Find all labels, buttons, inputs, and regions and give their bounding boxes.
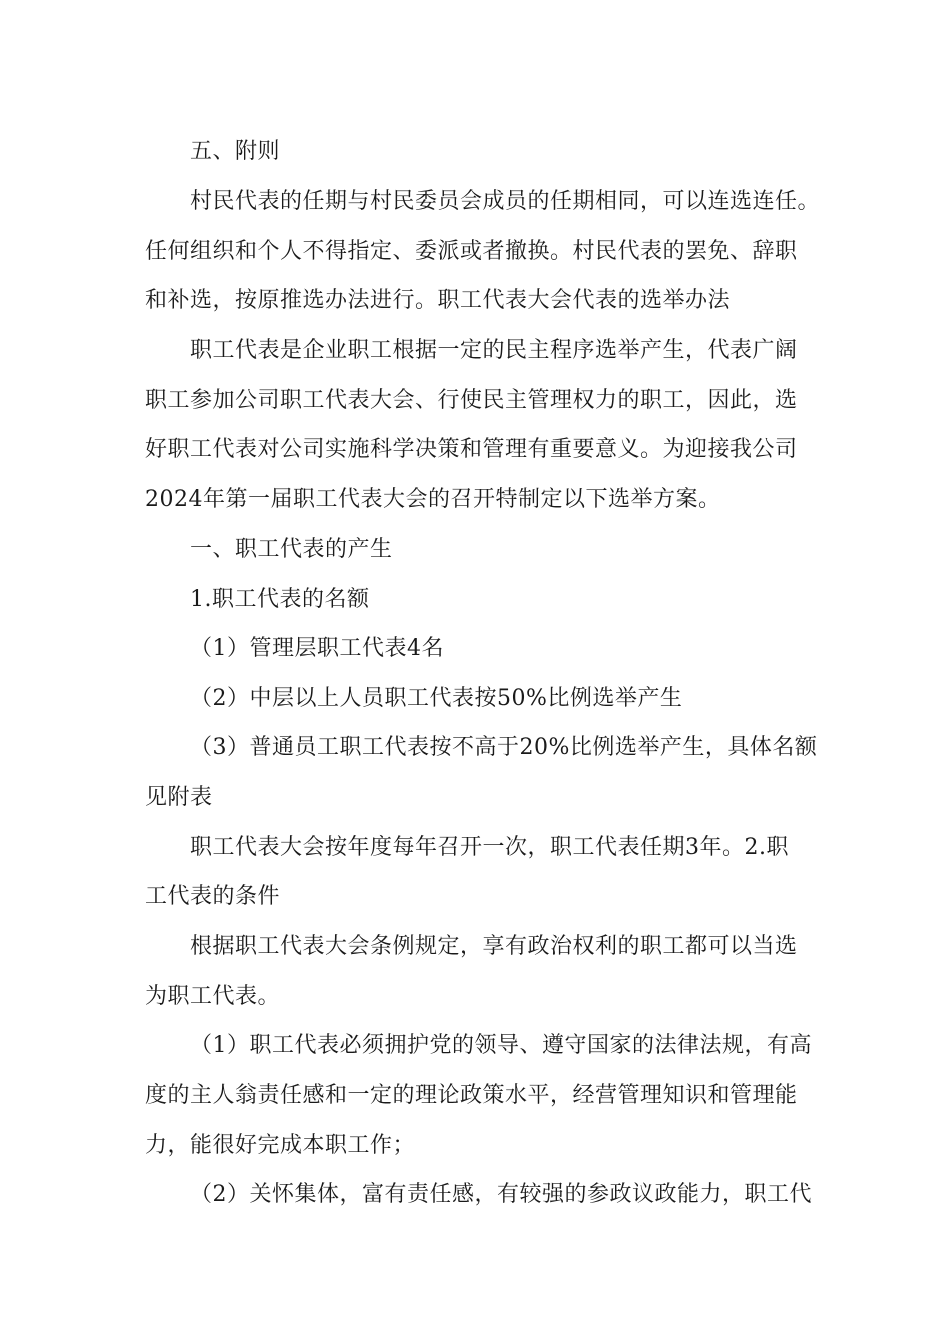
paragraph-line: 工代表的条件 bbox=[145, 884, 281, 909]
subsection-heading-quota: 1.职工代表的名额 bbox=[190, 587, 370, 612]
list-item: （2）关怀集体，富有责任感，有较强的参政议政能力，职工代 bbox=[190, 1182, 812, 1207]
paragraph-line: 为职工代表。 bbox=[145, 984, 281, 1009]
paragraph-line: 好职工代表对公司实施科学决策和管理有重要意义。为迎接我公司 bbox=[145, 437, 798, 462]
section-heading-generation: 一、职工代表的产生 bbox=[190, 537, 393, 562]
paragraph-line: 和补选，按原推选办法进行。职工代表大会代表的选举办法 bbox=[145, 288, 731, 313]
paragraph-line: 力，能很好完成本职工作； bbox=[145, 1133, 416, 1158]
list-item: （3）普通员工职工代表按不高于20%比例选举产生，具体名额 bbox=[190, 735, 818, 760]
paragraph-line: 度的主人翁责任感和一定的理论政策水平，经营管理知识和管理能 bbox=[145, 1083, 798, 1108]
paragraph-line: 任何组织和个人不得指定、委派或者撤换。村民代表的罢免、辞职 bbox=[145, 239, 798, 264]
paragraph-line: 职工代表是企业职工根据一定的民主程序选举产生，代表广阔 bbox=[190, 338, 798, 363]
paragraph-line: 根据职工代表大会条例规定，享有政治权利的职工都可以当选 bbox=[190, 934, 798, 959]
paragraph-line: 见附表 bbox=[145, 785, 213, 810]
list-item: （2）中层以上人员职工代表按50%比例选举产生 bbox=[190, 686, 683, 711]
paragraph-line: 职工代表大会按年度每年召开一次，职工代表任期3年。2.职 bbox=[190, 835, 789, 860]
section-heading-appendix: 五、附则 bbox=[190, 139, 281, 164]
list-item: （1）管理层职工代表4名 bbox=[190, 636, 444, 661]
paragraph-line: 职工参加公司职工代表大会、行使民主管理权力的职工，因此，选 bbox=[145, 388, 798, 413]
paragraph-line: 2024年第一届职工代表大会的召开特制定以下选举方案。 bbox=[145, 487, 721, 512]
list-item: （1）职工代表必须拥护党的领导、遵守国家的法律法规，有高 bbox=[190, 1033, 812, 1058]
paragraph-line: 村民代表的任期与村民委员会成员的任期相同，可以连选连任。 bbox=[190, 189, 821, 214]
